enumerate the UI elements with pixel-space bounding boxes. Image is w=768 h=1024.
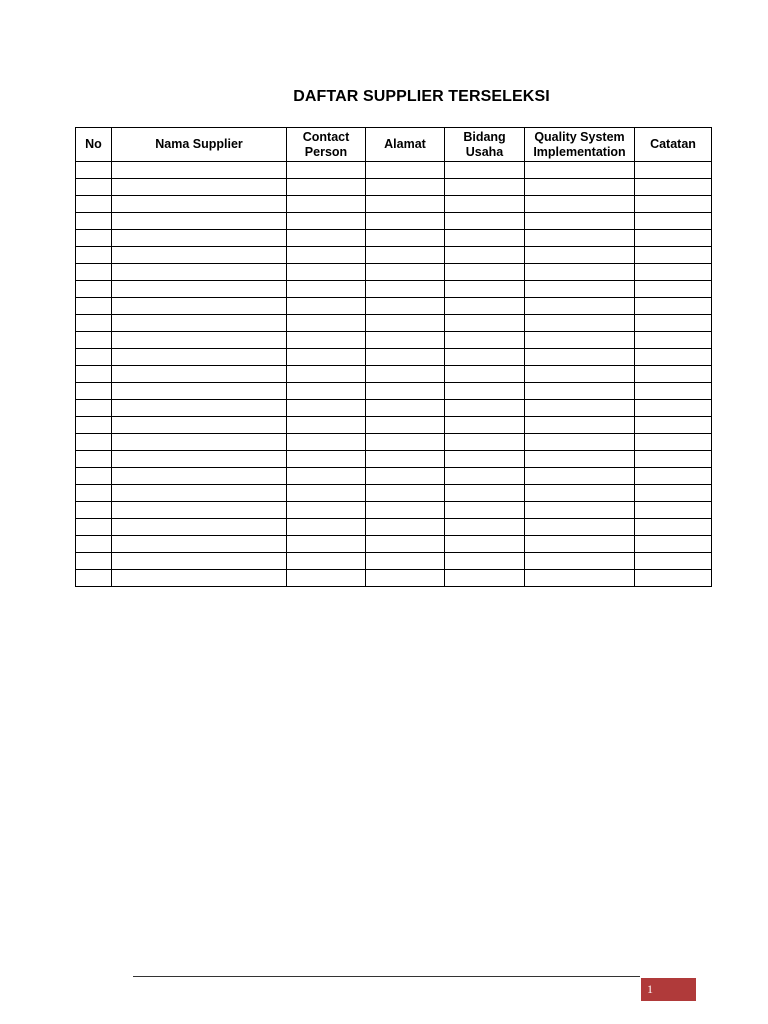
table-cell (76, 417, 112, 434)
table-cell (525, 298, 635, 315)
table-cell (525, 570, 635, 587)
table-cell (366, 196, 445, 213)
table-cell (112, 298, 287, 315)
table-cell (287, 281, 366, 298)
table-cell (287, 502, 366, 519)
table-cell (445, 417, 525, 434)
table-cell (525, 281, 635, 298)
table-row (76, 468, 712, 485)
table-cell (525, 468, 635, 485)
table-cell (445, 298, 525, 315)
table-cell (112, 264, 287, 281)
table-cell (366, 519, 445, 536)
table-cell (112, 230, 287, 247)
table-cell (445, 485, 525, 502)
table-cell (366, 553, 445, 570)
table-cell (112, 553, 287, 570)
table-cell (112, 179, 287, 196)
table-cell (112, 196, 287, 213)
table-cell (525, 196, 635, 213)
table-cell (366, 451, 445, 468)
table-cell (525, 366, 635, 383)
table-cell (635, 383, 712, 400)
table-cell (525, 162, 635, 179)
table-cell (366, 264, 445, 281)
table-cell (445, 502, 525, 519)
table-cell (525, 400, 635, 417)
table-cell (76, 519, 112, 536)
table-cell (287, 553, 366, 570)
table-cell (76, 553, 112, 570)
table-cell (635, 366, 712, 383)
table-cell (366, 536, 445, 553)
table-cell (76, 400, 112, 417)
table-cell (112, 519, 287, 536)
table-cell (525, 502, 635, 519)
table-cell (287, 417, 366, 434)
table-cell (525, 383, 635, 400)
table-cell (445, 332, 525, 349)
table-cell (366, 485, 445, 502)
table-cell (112, 383, 287, 400)
table-cell (525, 247, 635, 264)
table-cell (525, 315, 635, 332)
table-cell (525, 417, 635, 434)
supplier-table (75, 127, 712, 587)
table-cell (366, 417, 445, 434)
table-cell (445, 281, 525, 298)
table-cell (635, 281, 712, 298)
table-cell (287, 570, 366, 587)
table-cell (76, 298, 112, 315)
table-cell (445, 196, 525, 213)
table-cell (635, 502, 712, 519)
table-cell (635, 264, 712, 281)
table-cell (635, 553, 712, 570)
table-cell (76, 570, 112, 587)
table-cell (112, 332, 287, 349)
table-cell (366, 281, 445, 298)
table-cell (445, 213, 525, 230)
table-cell (525, 434, 635, 451)
table-row (76, 196, 712, 213)
table-cell (287, 230, 366, 247)
table-cell (112, 366, 287, 383)
table-cell (76, 366, 112, 383)
table-cell (76, 230, 112, 247)
table-row (76, 536, 712, 553)
table-row (76, 485, 712, 502)
table-cell (112, 434, 287, 451)
table-cell (366, 298, 445, 315)
table-cell (76, 383, 112, 400)
table-cell (445, 247, 525, 264)
table-cell (287, 383, 366, 400)
table-row (76, 570, 712, 587)
table-cell (366, 162, 445, 179)
table-cell (76, 162, 112, 179)
table-cell (525, 349, 635, 366)
table-row (76, 213, 712, 230)
table-cell (445, 230, 525, 247)
table-cell (76, 213, 112, 230)
document-title: DAFTAR SUPPLIER TERSELEKSI (293, 88, 550, 105)
table-cell (635, 196, 712, 213)
table-row (76, 451, 712, 468)
column-header-quality-system: Quality System Implementation (525, 128, 635, 162)
table-cell (635, 570, 712, 587)
table-cell (445, 519, 525, 536)
table-row (76, 315, 712, 332)
table-cell (445, 264, 525, 281)
column-header-no: No (76, 128, 112, 162)
table-cell (112, 315, 287, 332)
table-cell (112, 247, 287, 264)
table-cell (635, 519, 712, 536)
table-cell (366, 468, 445, 485)
table-cell (76, 502, 112, 519)
table-cell (445, 468, 525, 485)
table-cell (445, 434, 525, 451)
table-row (76, 417, 712, 434)
table-header-row (76, 128, 712, 162)
table-row (76, 247, 712, 264)
table-row (76, 519, 712, 536)
table-cell (525, 264, 635, 281)
table-cell (287, 485, 366, 502)
table-cell (525, 179, 635, 196)
table-cell (525, 519, 635, 536)
table-row (76, 383, 712, 400)
table-cell (635, 485, 712, 502)
table-cell (366, 230, 445, 247)
table-cell (445, 179, 525, 196)
table-row (76, 332, 712, 349)
table-cell (445, 162, 525, 179)
table-cell (445, 553, 525, 570)
table-cell (525, 485, 635, 502)
table-cell (76, 536, 112, 553)
table-cell (287, 264, 366, 281)
table-cell (445, 366, 525, 383)
table-row (76, 349, 712, 366)
table-cell (76, 485, 112, 502)
column-header-catatan: Catatan (635, 128, 712, 162)
table-cell (366, 315, 445, 332)
table-cell (287, 196, 366, 213)
table-cell (525, 230, 635, 247)
table-cell (76, 332, 112, 349)
table-cell (287, 247, 366, 264)
table-cell (76, 315, 112, 332)
table-row (76, 298, 712, 315)
table-cell (635, 349, 712, 366)
table-cell (366, 179, 445, 196)
table-cell (112, 349, 287, 366)
table-cell (366, 332, 445, 349)
page-number-badge: 1 (641, 978, 696, 1001)
table-cell (445, 570, 525, 587)
table-cell (287, 162, 366, 179)
column-header-alamat: Alamat (366, 128, 445, 162)
table-cell (635, 162, 712, 179)
table-cell (525, 553, 635, 570)
table-cell (287, 400, 366, 417)
table-cell (287, 179, 366, 196)
table-cell (635, 298, 712, 315)
table-cell (445, 536, 525, 553)
table-cell (635, 468, 712, 485)
table-row (76, 400, 712, 417)
table-cell (525, 451, 635, 468)
table-cell (287, 468, 366, 485)
table-cell (635, 434, 712, 451)
table-cell (635, 230, 712, 247)
table-cell (76, 281, 112, 298)
table-cell (287, 451, 366, 468)
table-cell (112, 162, 287, 179)
table-cell (635, 213, 712, 230)
table-row (76, 366, 712, 383)
table-cell (635, 179, 712, 196)
table-cell (366, 434, 445, 451)
table-cell (445, 400, 525, 417)
table-cell (445, 315, 525, 332)
table-row (76, 553, 712, 570)
table-body (76, 162, 712, 587)
table-cell (366, 366, 445, 383)
table-cell (366, 400, 445, 417)
table-cell (635, 417, 712, 434)
column-header-nama-supplier: Nama Supplier (112, 128, 287, 162)
table-cell (525, 213, 635, 230)
table-cell (525, 536, 635, 553)
table-row (76, 281, 712, 298)
table-cell (76, 468, 112, 485)
table-cell (287, 332, 366, 349)
table-cell (287, 519, 366, 536)
table-cell (366, 247, 445, 264)
table-cell (112, 502, 287, 519)
table-cell (76, 196, 112, 213)
table-cell (635, 400, 712, 417)
table-cell (76, 349, 112, 366)
table-cell (76, 434, 112, 451)
table-cell (287, 349, 366, 366)
table-cell (112, 536, 287, 553)
table-cell (445, 349, 525, 366)
table-cell (366, 570, 445, 587)
table-row (76, 162, 712, 179)
table-cell (112, 485, 287, 502)
table-cell (366, 383, 445, 400)
table-cell (445, 383, 525, 400)
table-cell (112, 400, 287, 417)
table-cell (112, 417, 287, 434)
column-header-bidang-usaha: Bidang Usaha (445, 128, 525, 162)
table-cell (366, 349, 445, 366)
table-row (76, 434, 712, 451)
table-cell (366, 213, 445, 230)
footer-divider (133, 976, 640, 977)
table-cell (76, 247, 112, 264)
table-cell (635, 315, 712, 332)
table-row (76, 230, 712, 247)
table-cell (287, 315, 366, 332)
table-row (76, 179, 712, 196)
table-cell (366, 502, 445, 519)
table-cell (525, 332, 635, 349)
table-cell (76, 264, 112, 281)
table-cell (287, 213, 366, 230)
table-cell (112, 281, 287, 298)
table-cell (76, 179, 112, 196)
column-header-contact-person: Contact Person (287, 128, 366, 162)
table-cell (635, 451, 712, 468)
table-cell (635, 332, 712, 349)
table-cell (112, 213, 287, 230)
table-cell (287, 434, 366, 451)
table-cell (112, 468, 287, 485)
table-cell (635, 247, 712, 264)
table-cell (112, 451, 287, 468)
table-cell (287, 536, 366, 553)
table-row (76, 264, 712, 281)
table-cell (287, 366, 366, 383)
table-cell (287, 298, 366, 315)
table-cell (445, 451, 525, 468)
table-cell (76, 451, 112, 468)
table-cell (635, 536, 712, 553)
table-row (76, 502, 712, 519)
table-cell (112, 570, 287, 587)
